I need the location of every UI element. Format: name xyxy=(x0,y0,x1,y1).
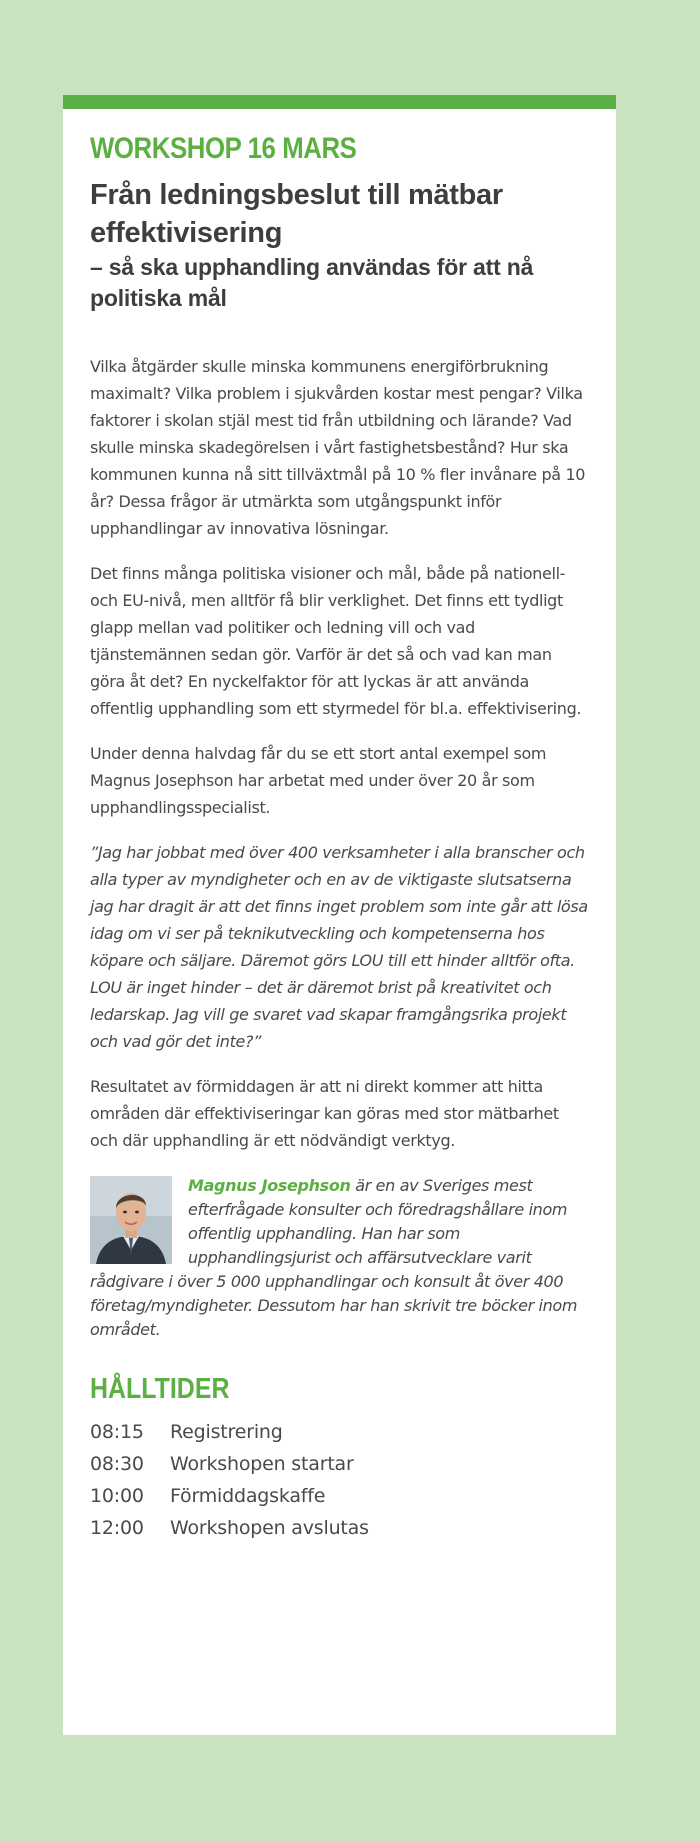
schedule-list xyxy=(90,1416,590,1544)
accent-bar xyxy=(63,95,616,109)
schedule-time: 08:30 xyxy=(90,1453,144,1475)
speaker-portrait xyxy=(90,1176,172,1264)
speaker-quote: ”Jag har jobbat med över 400 verksamheter i alla branscher och alla typer av myndigheter och en av de viktigaste slutsatserna jag har dragit är att det finns inget problem som inte går att lösa idag om vi ser på teknikutveckling och kompetenserna hos köpare och säljare. Däremot görs LOU till ett hinder alltför ofta. LOU är inget hinder – det är däremot brist på kreativitet och ledarskap. Jag vill ge svaret vad skapar framgångsrika projekt och vad gör det inte?” xyxy=(90,843,588,1051)
result-paragraph: Resultatet av förmiddagen är att ni direkt kommer att hitta områden där effektiviseringar kan göras med stor mätbarhet och där upphandling är ett nödvändigt verktyg. xyxy=(90,1077,559,1150)
speaker-bio-text: är en av Sveriges mest efterfrågade konsulter och föredragshållare inom offentlig upphandling. Han har som upphandlingsjurist och affärsutvecklare varit rådgivare i över 5 000 upphandlingar och konsult åt över 400 företag/myndigheter. Dessutom har han skrivit tre böcker inom området. xyxy=(90,1176,578,1339)
examples-paragraph: Under denna halvdag får du se ett stort antal exempel som Magnus Josephson har arbetat med under över 20 år som upphandlingsspecialist. xyxy=(90,744,547,817)
schedule-row xyxy=(90,1480,590,1512)
page-title: Från ledningsbeslut till mätbar effektivisering xyxy=(90,179,503,249)
schedule-time: 10:00 xyxy=(90,1485,144,1507)
workshop-card xyxy=(63,95,616,1735)
workshop-date-heading: WORKSHOP 16 MARS xyxy=(90,132,357,165)
schedule-row xyxy=(90,1416,590,1448)
speaker-bio xyxy=(90,1174,590,1342)
schedule-time: 08:15 xyxy=(90,1421,144,1443)
schedule-label: Workshopen startar xyxy=(170,1453,354,1475)
schedule-heading: HÅLLTIDER xyxy=(90,1373,230,1405)
context-paragraph: Det finns många politiska visioner och mål, både på nationell- och EU-nivå, men alltför få blir verklighet. Det finns ett tydligt glapp mellan vad politiker och ledning vill och vad tjänstemännen sedan gör. Varför är det så och vad kan man göra åt det? En nyckelfaktor för att lyckas är att använda offentlig upphandling som ett styrmedel för bl.a. effektivisering. xyxy=(90,564,582,718)
schedule-row xyxy=(90,1448,590,1480)
card-content xyxy=(90,132,590,1544)
page-subtitle: – så ska upphandling användas för att nå politiska mål xyxy=(90,254,534,311)
schedule-label: Registrering xyxy=(170,1421,283,1443)
speaker-name: Magnus Josephson xyxy=(188,1176,351,1195)
schedule-label: Förmiddagskaffe xyxy=(170,1485,326,1507)
intro-paragraph: Vilka åtgärder skulle minska kommunens energiförbrukning maximalt? Vilka problem i sjukvården kostar mest pengar? Vilka faktorer i skolan stjäl mest tid från utbildning och lärande? Vad skulle minska skadegörelsen i vårt fastighetsbestånd? Hur ska kommunen kunna nå sitt tillväxtmål på 10 % fler invånare på 10 år? Dessa frågor är utmärkta som utgångspunkt inför upphandlingar av innovativa lösningar. xyxy=(90,357,586,538)
schedule-label: Workshopen avslutas xyxy=(170,1517,369,1539)
schedule-time: 12:00 xyxy=(90,1517,144,1539)
schedule-row xyxy=(90,1512,590,1544)
